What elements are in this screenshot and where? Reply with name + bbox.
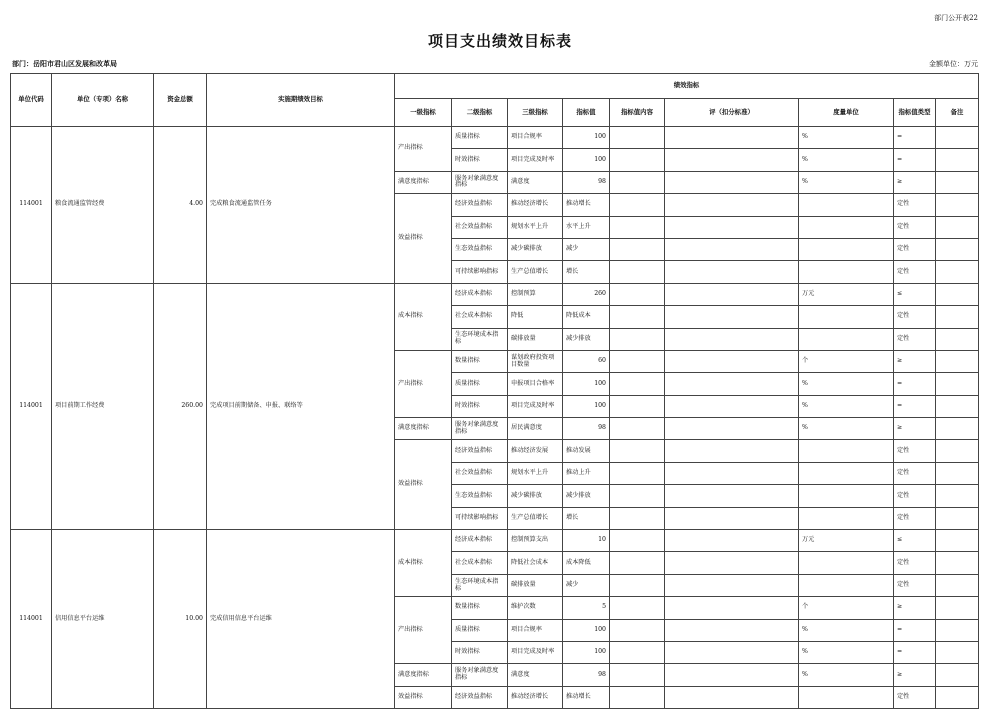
table-row	[11, 127, 979, 149]
performance-table	[10, 73, 979, 709]
level2-cell: 生态效益指标	[452, 238, 508, 260]
level2-cell: 时效指标	[452, 149, 508, 171]
measure-unit-cell	[799, 216, 894, 238]
level1-cell: 产出指标	[395, 350, 452, 417]
value-content-cell	[610, 462, 665, 484]
measure-unit-cell: 个	[799, 350, 894, 372]
measure-unit-cell: 万元	[799, 530, 894, 552]
scoring-cell	[665, 619, 799, 641]
remark-cell	[936, 440, 979, 462]
remark-cell	[936, 373, 979, 395]
value-cell: 100	[563, 395, 610, 417]
remark-cell	[936, 171, 979, 193]
level2-cell: 质量指标	[452, 619, 508, 641]
value-content-cell	[610, 194, 665, 216]
level2-cell: 生态效益指标	[452, 485, 508, 507]
level2-cell: 社会效益指标	[452, 216, 508, 238]
measure-unit-cell	[799, 440, 894, 462]
value-cell: 成本降低	[563, 552, 610, 574]
measure-unit-cell: 个	[799, 597, 894, 619]
header-value-type: 指标值类型	[894, 99, 936, 127]
level2-cell: 可持续影响指标	[452, 507, 508, 529]
value-content-cell	[610, 149, 665, 171]
remark-cell	[936, 418, 979, 440]
header-project-name: 单位（专项）名称	[52, 74, 154, 127]
remark-cell	[936, 261, 979, 283]
scoring-cell	[665, 664, 799, 686]
value-cell: 增长	[563, 261, 610, 283]
value-cell: 推动增长	[563, 686, 610, 708]
value-cell: 降低成本	[563, 306, 610, 328]
header-level1: 一级指标	[395, 99, 452, 127]
scoring-cell	[665, 597, 799, 619]
remark-cell	[936, 574, 979, 596]
level2-cell: 质量指标	[452, 127, 508, 149]
measure-unit-cell: %	[799, 171, 894, 193]
remark-cell	[936, 328, 979, 350]
value-content-cell	[610, 216, 665, 238]
project-name-cell: 信用信息平台运维	[52, 530, 154, 709]
value-content-cell	[610, 641, 665, 663]
scoring-cell	[665, 440, 799, 462]
remark-cell	[936, 194, 979, 216]
value-content-cell	[610, 373, 665, 395]
value-type-cell: ≤	[894, 530, 936, 552]
measure-unit-cell: %	[799, 395, 894, 417]
value-type-cell: ≥	[894, 664, 936, 686]
value-type-cell: 定性	[894, 552, 936, 574]
level3-cell: 减少碳排放	[508, 485, 563, 507]
value-type-cell: 定性	[894, 507, 936, 529]
scoring-cell	[665, 171, 799, 193]
value-content-cell	[610, 171, 665, 193]
value-type-cell: ≥	[894, 418, 936, 440]
goal-cell: 完成粮食流通监管任务	[207, 127, 395, 284]
level2-cell: 经济效益指标	[452, 440, 508, 462]
value-type-cell: =	[894, 373, 936, 395]
measure-unit-cell	[799, 306, 894, 328]
value-cell: 98	[563, 171, 610, 193]
level2-cell: 经济成本指标	[452, 530, 508, 552]
level3-cell: 项目合规率	[508, 619, 563, 641]
total-funds-cell: 10.00	[154, 530, 207, 709]
level2-cell: 社会效益指标	[452, 462, 508, 484]
header-unit-code: 单位代码	[11, 74, 52, 127]
remark-cell	[936, 395, 979, 417]
value-content-cell	[610, 418, 665, 440]
scoring-cell	[665, 283, 799, 305]
value-cell: 60	[563, 350, 610, 372]
header-value: 指标值	[563, 99, 610, 127]
measure-unit-cell: %	[799, 664, 894, 686]
remark-cell	[936, 306, 979, 328]
value-type-cell: 定性	[894, 261, 936, 283]
scoring-cell	[665, 350, 799, 372]
value-cell: 减少	[563, 574, 610, 596]
level2-cell: 服务对象满意度指标	[452, 171, 508, 193]
value-type-cell: ≥	[894, 171, 936, 193]
scoring-cell	[665, 261, 799, 283]
remark-cell	[936, 216, 979, 238]
value-cell: 推动上升	[563, 462, 610, 484]
scoring-cell	[665, 216, 799, 238]
level3-cell: 推动经济增长	[508, 686, 563, 708]
remark-cell	[936, 530, 979, 552]
value-cell: 100	[563, 641, 610, 663]
level1-cell: 成本指标	[395, 283, 452, 350]
table-row	[11, 530, 979, 552]
value-cell: 10	[563, 530, 610, 552]
level3-cell: 申报项目合格率	[508, 373, 563, 395]
level3-cell: 控制预算支出	[508, 530, 563, 552]
scoring-cell	[665, 306, 799, 328]
value-cell: 5	[563, 597, 610, 619]
level3-cell: 推动经济发展	[508, 440, 563, 462]
value-content-cell	[610, 597, 665, 619]
total-funds-cell: 4.00	[154, 127, 207, 284]
value-cell: 推动增长	[563, 194, 610, 216]
value-type-cell: 定性	[894, 440, 936, 462]
value-type-cell: =	[894, 641, 936, 663]
level1-cell: 成本指标	[395, 530, 452, 597]
level2-cell: 社会成本指标	[452, 306, 508, 328]
value-content-cell	[610, 395, 665, 417]
level3-cell: 降低社会成本	[508, 552, 563, 574]
header-level2: 二级指标	[452, 99, 508, 127]
measure-unit-cell	[799, 261, 894, 283]
value-content-cell	[610, 350, 665, 372]
measure-unit-cell	[799, 485, 894, 507]
goal-cell: 完成项目前期储备、申报、联络等	[207, 283, 395, 529]
value-cell: 98	[563, 418, 610, 440]
value-content-cell	[610, 283, 665, 305]
measure-unit-cell: %	[799, 619, 894, 641]
value-cell: 100	[563, 619, 610, 641]
scoring-cell	[665, 552, 799, 574]
level3-cell: 碳排放量	[508, 574, 563, 596]
measure-unit-cell: %	[799, 641, 894, 663]
level3-cell: 推动经济增长	[508, 194, 563, 216]
scoring-cell	[665, 149, 799, 171]
measure-unit-cell	[799, 462, 894, 484]
total-funds-cell: 260.00	[154, 283, 207, 529]
value-content-cell	[610, 306, 665, 328]
level3-cell: 生产总值增长	[508, 261, 563, 283]
value-type-cell: 定性	[894, 216, 936, 238]
level3-cell: 项目完成及时率	[508, 149, 563, 171]
level3-cell: 谋划政府投资项目数量	[508, 350, 563, 372]
scoring-cell	[665, 641, 799, 663]
level1-cell: 满意度指标	[395, 664, 452, 686]
value-cell: 100	[563, 373, 610, 395]
measure-unit-cell	[799, 552, 894, 574]
value-content-cell	[610, 664, 665, 686]
scoring-cell	[665, 462, 799, 484]
project-name-cell: 项目前期工作经费	[52, 283, 154, 529]
level1-cell: 产出指标	[395, 597, 452, 664]
level3-cell: 减少碳排放	[508, 238, 563, 260]
header-measure-unit: 度量单位	[799, 99, 894, 127]
value-cell: 减少排放	[563, 328, 610, 350]
value-cell: 减少	[563, 238, 610, 260]
level2-cell: 时效指标	[452, 641, 508, 663]
header-indicators: 绩效指标	[395, 74, 979, 99]
value-content-cell	[610, 261, 665, 283]
remark-cell	[936, 485, 979, 507]
department-label: 部门：岳阳市君山区发展和改革局	[12, 59, 117, 68]
level2-cell: 时效指标	[452, 395, 508, 417]
remark-cell	[936, 552, 979, 574]
level2-cell: 生态环境成本指标	[452, 328, 508, 350]
level3-cell: 控制预算	[508, 283, 563, 305]
measure-unit-cell	[799, 238, 894, 260]
level3-cell: 规划水平上升	[508, 216, 563, 238]
value-cell: 100	[563, 127, 610, 149]
scoring-cell	[665, 395, 799, 417]
level2-cell: 服务对象满意度指标	[452, 418, 508, 440]
level2-cell: 经济效益指标	[452, 194, 508, 216]
header-goal: 实施期绩效目标	[207, 74, 395, 127]
value-cell: 推动发展	[563, 440, 610, 462]
level3-cell: 碳排放量	[508, 328, 563, 350]
value-cell: 增长	[563, 507, 610, 529]
scoring-cell	[665, 194, 799, 216]
header-scoring: 评（扣分标准）	[665, 99, 799, 127]
scoring-cell	[665, 373, 799, 395]
level3-cell: 满意度	[508, 171, 563, 193]
level3-cell: 项目合规率	[508, 127, 563, 149]
value-cell: 260	[563, 283, 610, 305]
goal-cell: 完成信用信息平台运维	[207, 530, 395, 709]
page-title: 项目支出绩效目标表	[427, 32, 572, 50]
level3-cell: 项目完成及时率	[508, 641, 563, 663]
header-remark: 备注	[936, 99, 979, 127]
value-content-cell	[610, 507, 665, 529]
table-body	[11, 127, 979, 709]
value-type-cell: =	[894, 619, 936, 641]
form-number: 部门公开表22	[934, 14, 978, 22]
measure-unit-cell: %	[799, 373, 894, 395]
value-content-cell	[610, 619, 665, 641]
header-value-content: 指标值内容	[610, 99, 665, 127]
value-type-cell: 定性	[894, 462, 936, 484]
measure-unit-cell	[799, 686, 894, 708]
unit-code-cell: 114001	[11, 127, 52, 284]
value-content-cell	[610, 686, 665, 708]
level2-cell: 经济成本指标	[452, 283, 508, 305]
value-type-cell: 定性	[894, 574, 936, 596]
header-total-funds: 资金总额	[154, 74, 207, 127]
scoring-cell	[665, 530, 799, 552]
value-type-cell: ≤	[894, 283, 936, 305]
measure-unit-cell	[799, 507, 894, 529]
value-cell: 100	[563, 149, 610, 171]
level2-cell: 服务对象满意度指标	[452, 664, 508, 686]
value-type-cell: =	[894, 127, 936, 149]
level3-cell: 满意度	[508, 664, 563, 686]
level1-cell: 产出指标	[395, 127, 452, 172]
value-type-cell: 定性	[894, 238, 936, 260]
value-cell: 减少排放	[563, 485, 610, 507]
level1-cell: 效益指标	[395, 686, 452, 708]
scoring-cell	[665, 127, 799, 149]
measure-unit-cell	[799, 328, 894, 350]
level3-cell: 居民满意度	[508, 418, 563, 440]
remark-cell	[936, 462, 979, 484]
value-type-cell: 定性	[894, 306, 936, 328]
level3-cell: 项目完成及时率	[508, 395, 563, 417]
level1-cell: 满意度指标	[395, 418, 452, 440]
level2-cell: 生态环境成本指标	[452, 574, 508, 596]
unit-code-cell: 114001	[11, 530, 52, 709]
scoring-cell	[665, 686, 799, 708]
level3-cell: 生产总值增长	[508, 507, 563, 529]
value-cell: 水平上升	[563, 216, 610, 238]
remark-cell	[936, 127, 979, 149]
level2-cell: 可持续影响指标	[452, 261, 508, 283]
scoring-cell	[665, 507, 799, 529]
value-cell: 98	[563, 664, 610, 686]
value-content-cell	[610, 485, 665, 507]
level1-cell: 效益指标	[395, 440, 452, 530]
measure-unit-cell	[799, 194, 894, 216]
header-level3: 三级指标	[508, 99, 563, 127]
unit-code-cell: 114001	[11, 283, 52, 529]
remark-cell	[936, 619, 979, 641]
remark-cell	[936, 283, 979, 305]
level2-cell: 数量指标	[452, 597, 508, 619]
remark-cell	[936, 350, 979, 372]
value-content-cell	[610, 440, 665, 462]
scoring-cell	[665, 418, 799, 440]
remark-cell	[936, 686, 979, 708]
scoring-cell	[665, 485, 799, 507]
measure-unit-cell: %	[799, 149, 894, 171]
value-content-cell	[610, 127, 665, 149]
value-content-cell	[610, 238, 665, 260]
measure-unit-cell: %	[799, 418, 894, 440]
scoring-cell	[665, 574, 799, 596]
scoring-cell	[665, 328, 799, 350]
remark-cell	[936, 149, 979, 171]
value-content-cell	[610, 574, 665, 596]
scoring-cell	[665, 238, 799, 260]
remark-cell	[936, 641, 979, 663]
level1-cell: 效益指标	[395, 194, 452, 284]
remark-cell	[936, 507, 979, 529]
value-type-cell: ≥	[894, 597, 936, 619]
remark-cell	[936, 597, 979, 619]
measure-unit-cell: %	[799, 127, 894, 149]
value-type-cell: =	[894, 149, 936, 171]
table-row	[11, 283, 979, 305]
level2-cell: 数量指标	[452, 350, 508, 372]
value-type-cell: 定性	[894, 686, 936, 708]
level2-cell: 质量指标	[452, 373, 508, 395]
level3-cell: 维护次数	[508, 597, 563, 619]
value-type-cell: =	[894, 395, 936, 417]
value-type-cell: 定性	[894, 328, 936, 350]
measure-unit-cell	[799, 574, 894, 596]
value-content-cell	[610, 552, 665, 574]
amount-unit-label: 金额单位：万元	[929, 60, 978, 68]
level1-cell: 满意度指标	[395, 171, 452, 193]
remark-cell	[936, 664, 979, 686]
level3-cell: 规划水平上升	[508, 462, 563, 484]
value-content-cell	[610, 530, 665, 552]
value-type-cell: 定性	[894, 194, 936, 216]
remark-cell	[936, 238, 979, 260]
level2-cell: 经济效益指标	[452, 686, 508, 708]
level3-cell: 降低	[508, 306, 563, 328]
value-type-cell: 定性	[894, 485, 936, 507]
measure-unit-cell: 万元	[799, 283, 894, 305]
value-type-cell: ≥	[894, 350, 936, 372]
value-content-cell	[610, 328, 665, 350]
project-name-cell: 粮食流通监管经费	[52, 127, 154, 284]
level2-cell: 社会成本指标	[452, 552, 508, 574]
